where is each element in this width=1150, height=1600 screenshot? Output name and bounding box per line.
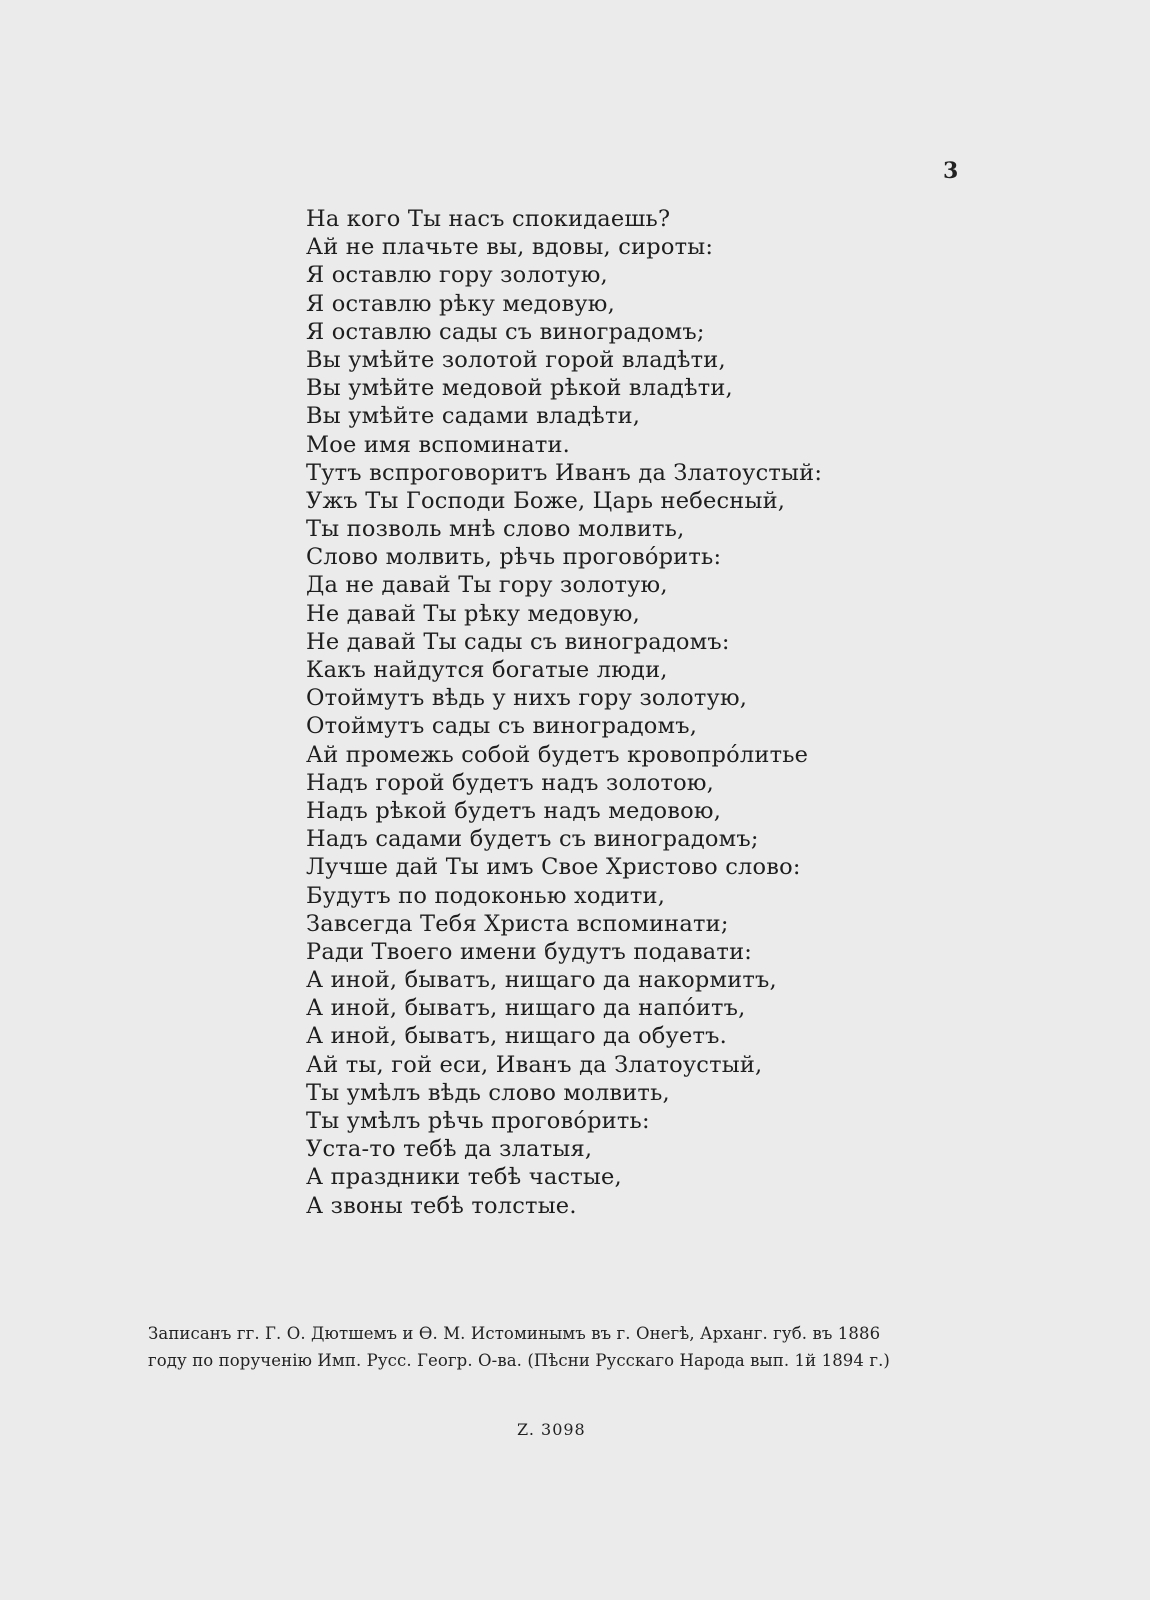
poem-line: Тутъ вспроговоритъ Иванъ да Златоустый:	[306, 459, 823, 486]
poem-line: Ты позволь мнѣ слово молвить,	[306, 516, 685, 543]
poem-line: Ужъ Ты Господи Боже, Царь небесный,	[306, 487, 786, 514]
footnote-line: году по порученію Имп. Русс. Геогр. О-ва. (Пѣсни Русскаго Народа вып. 1й 1894 г.)	[148, 1351, 890, 1370]
plate-number: Z. 3098	[517, 1420, 586, 1439]
poem-line: Ай не плачьте вы, вдовы, сироты:	[306, 234, 714, 261]
poem-line: Уста-то тебѣ да златыя,	[306, 1136, 593, 1163]
poem-line: Я оставлю рѣку медовую,	[306, 290, 615, 317]
poem-line: А иной, быватъ, нищаго да напóитъ,	[306, 995, 746, 1022]
poem-line: Ты умѣлъ вѣдь слово молвить,	[306, 1079, 670, 1106]
poem-line: Надъ садами будетъ съ виноградомъ;	[306, 826, 759, 853]
poem-line: Не давай Ты сады съ виноградомъ:	[306, 628, 730, 655]
poem-line: Ты умѣлъ рѣчь проговóрить:	[306, 1108, 650, 1134]
poem-line: Будутъ по подоконью ходити,	[306, 882, 666, 909]
page-number: 3	[943, 158, 959, 184]
poem-line: На кого Ты насъ спокидаешь?	[306, 206, 671, 232]
poem-line: А иной, быватъ, нищаго да накормитъ,	[306, 967, 777, 994]
poem-line: Вы умѣйте садами владѣти,	[306, 403, 641, 430]
poem-line: Отоймутъ вѣдь у нихъ гору золотую,	[306, 685, 748, 712]
poem-line: Вы умѣйте золотой горой владѣти,	[306, 346, 726, 373]
poem-line: Ай ты, гой еси, Иванъ да Златоустый,	[306, 1051, 763, 1078]
poem-line: Ради Твоего имени будутъ подавати:	[306, 938, 753, 965]
poem-line: Не давай Ты рѣку медовую,	[306, 600, 640, 627]
poem-line: Ай промежь собой будетъ кровопрóлитье	[306, 741, 809, 768]
poem-line: Надъ горой будетъ надъ золотою,	[306, 769, 714, 796]
footnote	[148, 1320, 1028, 1374]
poem-line: Надъ рѣкой будетъ надъ медовою,	[306, 797, 722, 824]
footnote-line: Записанъ гг. Г. О. Дютшемъ и Ѳ. М. Истоминымъ въ г. Онегѣ, Арханг. губ. въ 1886	[148, 1324, 881, 1343]
poem-line: Какъ найдутся богатые люди,	[306, 657, 668, 683]
poem-line: А иной, быватъ, нищаго да обуетъ.	[306, 1023, 728, 1050]
poem-line: Слово молвить, рѣчь проговóрить:	[306, 544, 722, 571]
poem-line: Лучше дай Ты имъ Свое Христово слово:	[306, 854, 801, 881]
poem-line: Я оставлю сады съ виноградомъ;	[306, 318, 705, 345]
poem-line: Да не давай Ты гору золотую,	[306, 572, 668, 599]
poem-line: Я оставлю гору золотую,	[306, 262, 608, 289]
poem-line: Вы умѣйте медовой рѣкой владѣти,	[306, 375, 733, 402]
poem-line: Мое имя вспоминати.	[306, 431, 571, 458]
poem-line: Отоймутъ сады съ виноградомъ,	[306, 713, 698, 740]
poem-text	[306, 205, 906, 1220]
poem-line: Завсегда Тебя Христа вспоминати;	[306, 910, 729, 937]
poem-line: А звоны тебѣ толстые.	[306, 1192, 577, 1219]
poem-line: А праздники тебѣ частые,	[306, 1164, 622, 1191]
